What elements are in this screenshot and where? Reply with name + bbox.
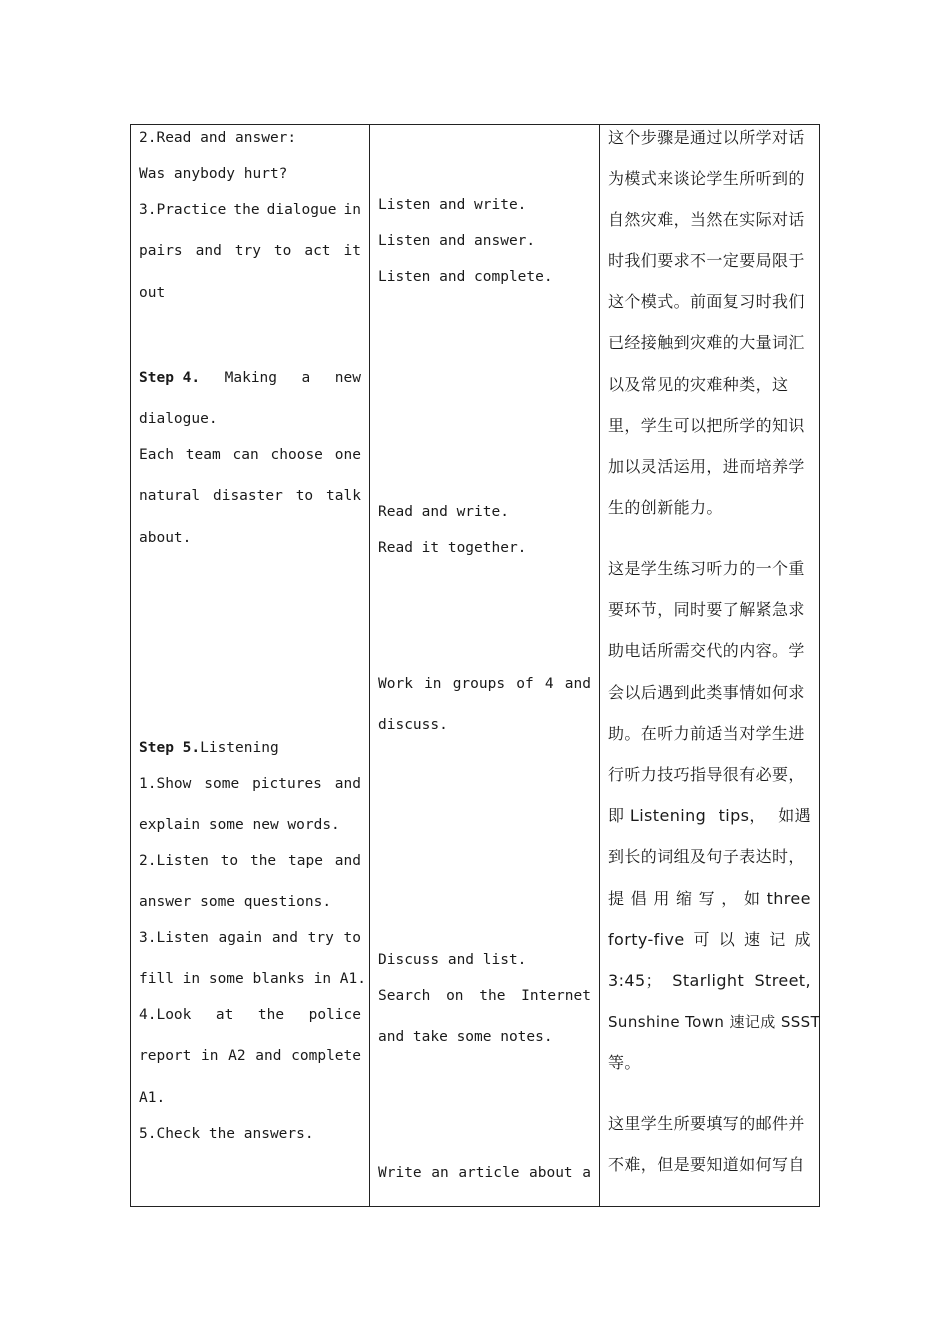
step-text: 4.Look at the police — [139, 1007, 361, 1023]
step-text: 1.Show some pictures and — [139, 776, 361, 792]
note-text: 为模式来谈论学生所听到的 — [608, 169, 805, 188]
note-text: 这个步骤是通过以所学对话 — [608, 128, 805, 147]
column-divider — [599, 125, 600, 1206]
note-text: 加以灵活运用，进而培养学 — [608, 457, 805, 476]
note-text: 不难，但是要知道如何写自 — [608, 1155, 805, 1174]
step-text: 3.Listen again and try to — [139, 930, 361, 946]
step-text: report in A2 and complete — [139, 1048, 361, 1064]
activity-text: Listen and write. — [378, 197, 527, 213]
note-text: 已经接触到灾难的大量词汇 — [608, 333, 805, 352]
step-text: natural disaster to talk — [139, 488, 361, 504]
note-text: 提 倡 用 缩 写 ， 如 three — [608, 889, 811, 908]
activity-text: Search on the Internet — [378, 988, 591, 1004]
step-5-heading: Step 5.Listening — [139, 740, 279, 756]
step-text: pairs and try to act it — [139, 243, 361, 259]
note-text: 等。 — [608, 1053, 641, 1072]
activity-text: discuss. — [378, 717, 448, 733]
note-text: 会以后遇到此类事情如何求 — [608, 683, 805, 702]
note-text: forty-five 可 以 速 记 成 — [608, 930, 811, 949]
step-text: 5.Check the answers. — [139, 1126, 314, 1142]
note-text: 里，学生可以把所学的知识 — [608, 416, 805, 435]
note-text: 自然灾难，当然在实际对话 — [608, 210, 805, 229]
note-text: 以及常见的灾难种类，这 — [608, 375, 789, 394]
step-text: 2.Read and answer: — [139, 130, 297, 146]
activity-text: Listen and complete. — [378, 269, 553, 285]
note-text: 这里学生所要填写的邮件并 — [608, 1114, 805, 1133]
note-text: 3:45； Starlight Street, — [608, 971, 811, 990]
step-text: about. — [139, 530, 192, 546]
note-text: 即 Listening tips， 如遇 — [608, 806, 811, 825]
note-text: 要环节，同时要了解紧急求 — [608, 600, 805, 619]
note-text: 助。在听力前适当对学生进 — [608, 724, 805, 743]
note-text: Sunshine Town 速记成 SSST — [608, 1013, 821, 1031]
column-divider — [369, 125, 370, 1206]
activity-text: Work in groups of 4 and — [378, 676, 591, 692]
step-text: 2.Listen to the tape and — [139, 853, 361, 869]
activity-text: Read and write. — [378, 504, 509, 520]
note-text: 生的创新能力。 — [608, 498, 723, 517]
step-text: Was anybody hurt? — [139, 166, 288, 182]
step-text: out — [139, 285, 166, 301]
step-text: dialogue. — [139, 411, 218, 427]
step-text: answer some questions. — [139, 894, 332, 910]
step-text: 3.Practice the dialogue in — [139, 202, 361, 218]
activity-text: and take some notes. — [378, 1029, 553, 1045]
activity-text: Discuss and list. — [378, 952, 527, 968]
step-text: explain some new words. — [139, 817, 340, 833]
step-text: Each team can choose one — [139, 447, 361, 463]
activity-text: Read it together. — [378, 540, 527, 556]
note-text: 时我们要求不一定要局限于 — [608, 251, 805, 270]
step-4-heading: Step 4. Making a new — [139, 370, 361, 386]
activity-text: Write an article about a — [378, 1165, 591, 1181]
activity-text: Listen and answer. — [378, 233, 536, 249]
step-text: A1. — [139, 1090, 166, 1106]
note-text: 这是学生练习听力的一个重 — [608, 559, 805, 578]
note-text: 到长的词组及句子表达时， — [608, 847, 805, 866]
note-text: 行听力技巧指导很有必要， — [608, 765, 805, 784]
note-text: 助电话所需交代的内容。学 — [608, 641, 805, 660]
step-text: fill in some blanks in A1. — [139, 971, 366, 987]
note-text: 这个模式。前面复习时我们 — [608, 292, 805, 311]
